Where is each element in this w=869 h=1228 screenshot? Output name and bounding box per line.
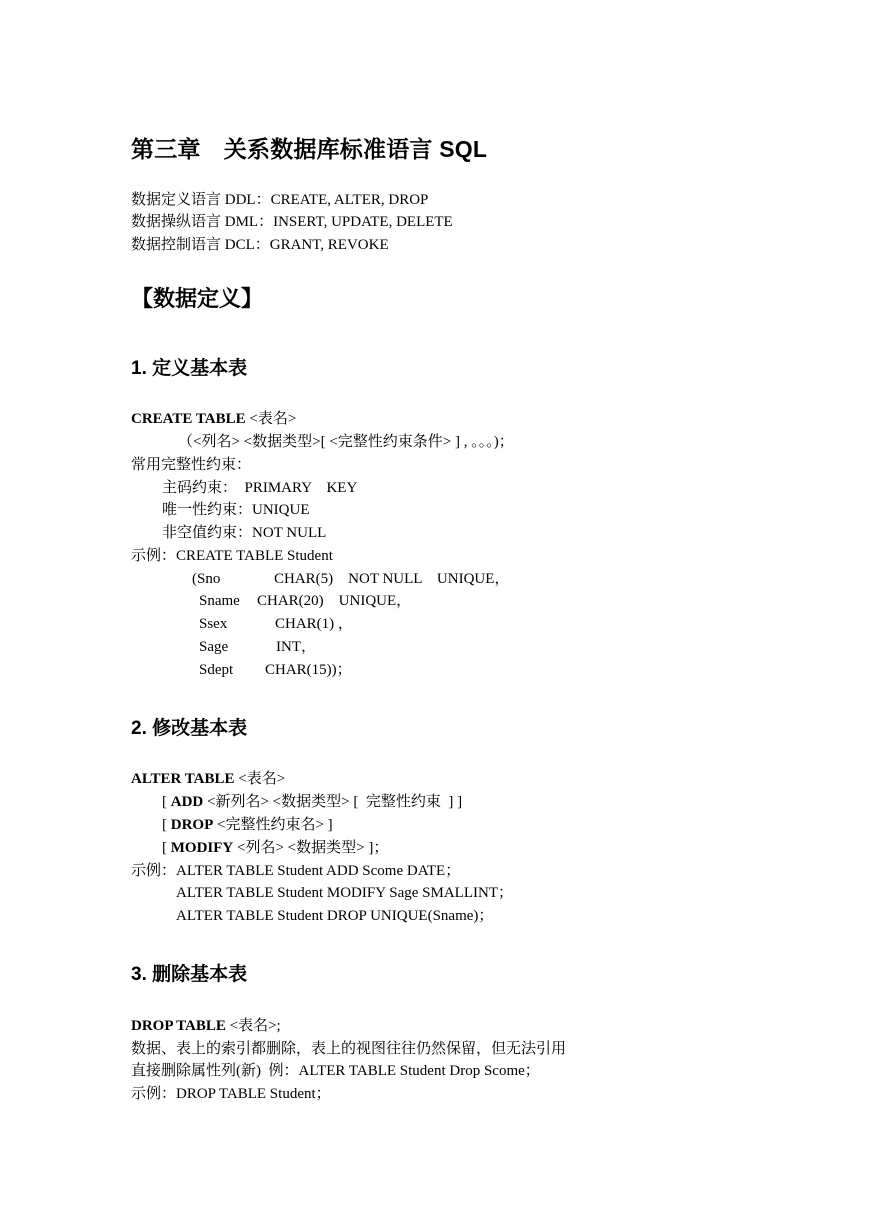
alter-modify-clause <box>162 839 388 857</box>
heading-drop-table: 3. 删除基本表 <box>131 964 248 985</box>
alter-drop-rest: <完整性约束名> ] <box>213 817 333 833</box>
drop-table-syntax <box>131 1017 281 1035</box>
drop-table-rest: <表名>; <box>225 1018 281 1034</box>
alter-drop-clause <box>162 816 333 834</box>
alter-table-keyword: ALTER TABLE <box>131 771 235 787</box>
alter-add-clause <box>162 793 462 811</box>
drop-note-1: 数据、表上的索引都删除，表上的视图往往仍然保留，但无法引用 <box>131 1041 567 1057</box>
section-heading: 【数据定义】 <box>131 286 264 311</box>
alter-modify-keyword: MODIFY <box>170 840 234 856</box>
alter-add-rest: <新列名> <数据类型> [ 完整性约束 ] ] <box>203 794 463 810</box>
alter-add-open: [ <box>162 794 171 810</box>
intro-ddl: 数据定义语言 DDL：CREATE, ALTER, DROP <box>131 192 429 208</box>
constraint-unique: 唯一性约束：UNIQUE <box>162 502 310 518</box>
alter-table-rest: <表名> <box>234 771 286 787</box>
create-example-header: 示例：CREATE TABLE Student <box>131 548 333 564</box>
alter-example-1: 示例：ALTER TABLE Student ADD Scome DATE； <box>131 863 461 879</box>
create-table-columns: （<列名> <数据类型>[ <完整性约束条件> ] , 。。。)； <box>178 434 514 450</box>
example-col-sno-type: CHAR(5) NOT NULL UNIQUE， <box>274 571 510 587</box>
create-table-rest: <表名> <box>245 411 297 427</box>
alter-add-keyword: ADD <box>170 794 204 810</box>
create-table-keyword: CREATE TABLE <box>131 411 246 427</box>
alter-modify-open: [ <box>162 840 171 856</box>
constraint-primary-key: 主码约束： PRIMARY KEY <box>162 480 358 496</box>
constraint-not-null: 非空值约束：NOT NULL <box>162 525 327 541</box>
drop-example: 示例：DROP TABLE Student； <box>131 1086 331 1102</box>
alter-drop-keyword: DROP <box>170 817 214 833</box>
example-col-sage: Sage <box>199 639 229 655</box>
example-col-sage-type: INT， <box>276 639 316 655</box>
example-col-sname: Sname <box>199 593 240 609</box>
intro-dml: 数据操纵语言 DML：INSERT, UPDATE, DELETE <box>131 214 453 230</box>
alter-table-syntax <box>131 770 285 788</box>
alter-example-3: ALTER TABLE Student DROP UNIQUE(Sname)； <box>176 908 494 924</box>
example-col-sdept: Sdept <box>199 662 234 678</box>
example-col-sdept-type: CHAR(15))； <box>265 662 352 678</box>
example-col-sname-type: CHAR(20) UNIQUE， <box>257 593 412 609</box>
create-table-syntax <box>131 410 296 428</box>
example-col-sno: (Sno <box>192 571 221 587</box>
example-col-ssex: Ssex <box>199 616 228 632</box>
chapter-title: 第三章 关系数据库标准语言 SQL <box>131 136 488 162</box>
intro-dcl: 数据控制语言 DCL：GRANT, REVOKE <box>131 237 389 253</box>
heading-define-table: 1. 定义基本表 <box>131 358 248 379</box>
alter-drop-open: [ <box>162 817 171 833</box>
drop-note-2: 直接删除属性列(新) 例：ALTER TABLE Student Drop Scome； <box>131 1063 540 1079</box>
heading-alter-table: 2. 修改基本表 <box>131 718 248 739</box>
common-constraints-label: 常用完整性约束： <box>131 457 252 473</box>
alter-modify-rest: <列名> <数据类型> ]； <box>233 840 389 856</box>
example-col-ssex-type: CHAR(1) ， <box>275 616 353 632</box>
drop-table-keyword: DROP TABLE <box>131 1018 226 1034</box>
alter-example-2: ALTER TABLE Student MODIFY Sage SMALLINT； <box>176 885 513 901</box>
